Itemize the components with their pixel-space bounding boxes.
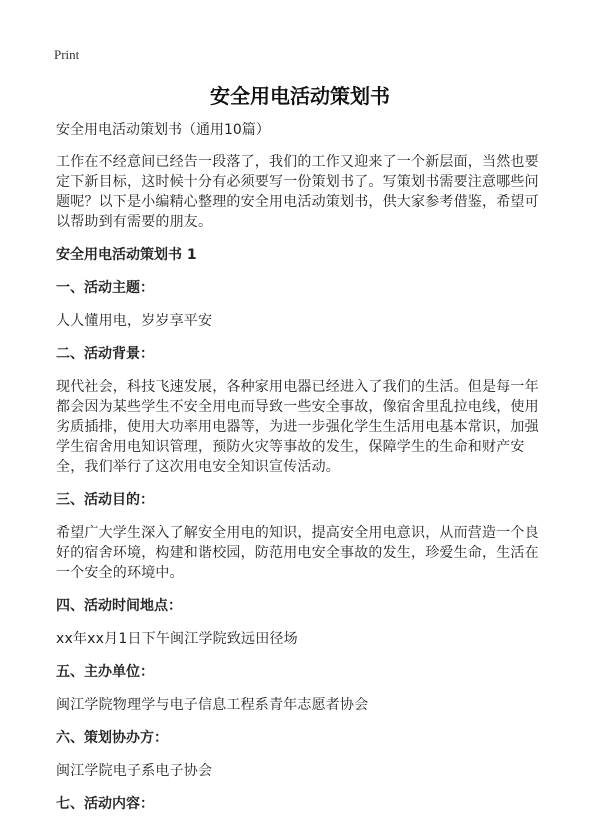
- body-background: 现代社会，科技飞速发展，各种家用电器已经进入了我们的生活。但是每一年都会因为某些学生不安全用电而导致一些安全事故，像宿舍里乱拉电线，使用劣质插排，使用大功率用电器等，为进一步强化学生生活用电基本常识，加强学生宿舍用电知识管理，预防火灾等事故的发生，保障学生的生命和财产安全，我们举行了这次用电安全知识宣传活动。: [56, 379, 539, 475]
- body-co-organizer: 闽江学院电子系电子协会: [56, 763, 213, 779]
- heading-time-place: 四、活动时间地点：: [56, 598, 182, 614]
- heading-organizer: 五、主办单位：: [56, 664, 154, 680]
- body-time-place: xx年xx月1日下午闽江学院致远田径场: [56, 631, 298, 647]
- heading-co-organizer: 六、策划协办方：: [56, 730, 168, 746]
- document-body: [56, 120, 552, 827]
- heading-purpose: 三、活动目的：: [56, 492, 154, 508]
- body-theme: 人人懂用电，岁岁享平安: [56, 313, 213, 329]
- section-title: 安全用电活动策划书 1: [56, 247, 197, 263]
- body-purpose: 希望广大学生深入了解安全用电的知识，提高安全用电意识，从而营造一个良好的宿舍环境，构建和谐校园，防范用电安全事故的发生，珍爱生命，生活在一个安全的环境中。: [56, 525, 539, 581]
- heading-background: 二、活动背景：: [56, 346, 154, 362]
- heading-theme: 一、活动主题：: [56, 280, 154, 296]
- document-subtitle: 安全用电活动策划书（通用10篇）: [56, 122, 270, 138]
- body-organizer: 闽江学院物理学与电子信息工程系青年志愿者协会: [56, 697, 369, 713]
- heading-content: 七、活动内容：: [56, 796, 154, 812]
- print-link[interactable]: Print: [54, 47, 80, 62]
- document-title: 安全用电活动策划书: [210, 84, 390, 108]
- intro-paragraph: 工作在不经意间已经告一段落了，我们的工作又迎来了一个新层面，当然也要定下新目标，这时候十分有必须要写一份策划书了。写策划书需要注意哪些问题呢？以下是小编精心整理的安全用电活动策划书，供大家参考借鉴，希望可以帮助到有需要的朋友。: [56, 154, 539, 230]
